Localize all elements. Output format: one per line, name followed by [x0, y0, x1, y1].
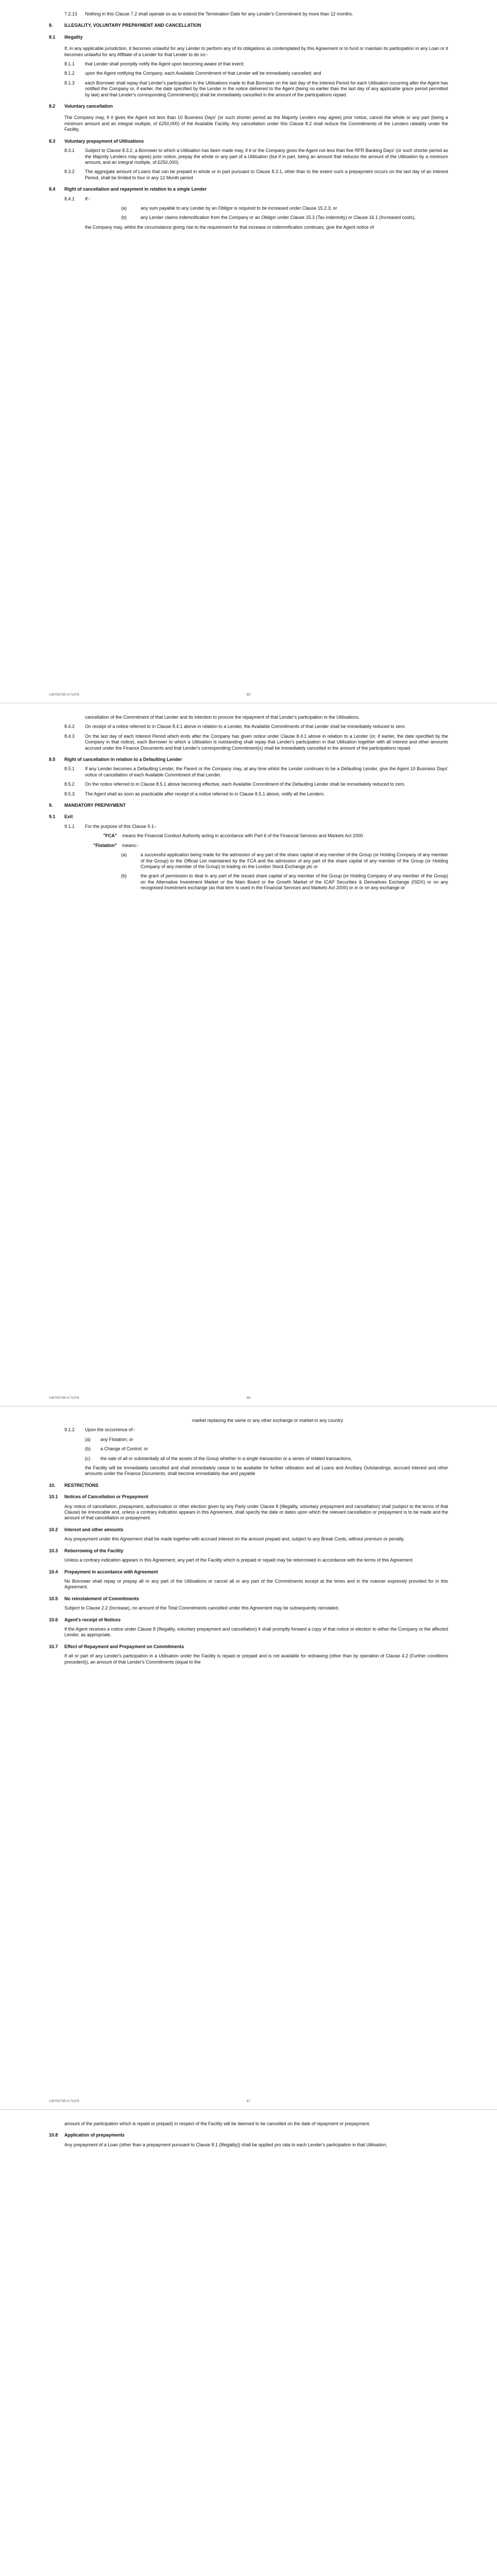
definition-fca [85, 833, 448, 839]
clause-10-2-text: Any prepayment under this Agreement shall be made together with accrued interest on the amount prepaid and, subject to any Break Costs, without premium or penalty. [64, 1536, 405, 1542]
flotation-limb-b-continued: market replacing the same or any other exchange or market in any country [192, 1418, 344, 1423]
clause-number: 7.2.13 [64, 11, 77, 16]
clause-title: No reinstatement of Commitments [64, 1596, 139, 1601]
clause-8-1-3 [64, 80, 448, 98]
definition-term: "FCA" [103, 833, 117, 839]
clause-text: On the last day of each Interest Period which ends after the Company has given notice under Clause 8.4.1 above in relation to a Lender (or, if earlier, the date specified by the Company in that notice), each Borrower to which a Utilisation is outstanding shall repay that Lender's participation in that Utilisation together with all interest and other amounts accrued under the Finance Documents and that Lender's corresponding Commitment(s) shall be immediately cancelled in the amount of the participations repaid. [85, 733, 448, 751]
clause-number: (a) [121, 205, 127, 211]
clause-9-1-2-a [85, 1437, 448, 1443]
clause-10-4-heading [49, 1569, 448, 1575]
page-footer [49, 1396, 448, 1400]
clause-title: Voluntary cancellation [64, 104, 113, 109]
clause-10-1-text: Any notice of cancellation, prepayment, authorisation or other election given by any Party under Clause 8 (Illegality, voluntary prepayment and cancellation) shall (subject to the terms of that Clause) be irrevocable and, unless a contrary indication appears in this Agreement, shall specify the date or dates upon which the relevant cancellation or prepayment is to be made and the amount of that cancellation or prepayment. [64, 1503, 448, 1521]
clause-number: 8.4.3 [64, 733, 75, 739]
clause-title: Voluntary prepayment of Utilisations [64, 138, 144, 144]
document-page-4 [0, 2110, 497, 2576]
clause-text: a Change of Control; or [100, 1446, 148, 1452]
clause-number: 8.5.3 [64, 791, 75, 796]
clause-title: MANDATORY PREPAYMENT [64, 803, 126, 808]
clause-9-1-heading [49, 814, 448, 820]
clause-10-3-heading [49, 1548, 448, 1554]
clause-8-4-1-tail: the Company may, whilst the circumstance giving rise to the requirement for that increase or indemnification continues, give the Agent notice of [85, 224, 374, 230]
clause-text: any Lender claims indemnification from the Company or an Obligor under Clause 15.3 (Tax indemnity) or Clause 16.1 (Increased costs), [141, 215, 416, 221]
clause-number: 8.1.2 [64, 71, 75, 76]
clause-10-5-heading [49, 1596, 448, 1602]
clause-8-4-1-b [121, 215, 448, 221]
clause-number: (b) [121, 873, 127, 879]
clause-10-7-text: If all or part of any Lender's participation in a Utilisation under the Facility is repaid or prepaid and is not available for redrawing (other than by operation of Clause 4.2 (Further conditions precedent)), an amount of that Lender's Commitments (equal to the [64, 1653, 448, 1665]
clause-number: 8.1 [49, 34, 56, 40]
page-body [49, 1418, 448, 1665]
clause-text: For the purpose of this Clause 9.1:- [85, 823, 157, 829]
clause-10-7-heading [49, 1644, 448, 1650]
clause-title: Right of cancellation in relation to a Defaulting Lender [64, 757, 182, 762]
clause-number: (a) [121, 852, 127, 858]
clause-number: 8.5.2 [64, 782, 75, 787]
clause-title: RESTRICTIONS [64, 1482, 99, 1488]
clause-title: Interest and other amounts [64, 1527, 124, 1532]
clause-number: 10.3 [49, 1548, 58, 1553]
clause-text: each Borrower shall repay that Lender's participation in the Utilisations made to that Borrower on the last day of the Interest Period for each Utilisation occurring after the Agent has notified the Company or, if earlier, the date specified by the Lender in the notice delivered to the Agent (being no earlier than the last day of any applicable grace period permitted by law) and that Lender's corresponding Commitment(s) shall be immediately cancelled in the amount of the participations repaid. [85, 80, 448, 97]
clause-number: (a) [85, 1436, 91, 1442]
page-body [49, 715, 448, 891]
clause-number: 9.1.2 [64, 1427, 75, 1433]
clause-8-5-heading [49, 757, 448, 762]
clause-10-3-text: Unless a contrary indication appears in this Agreement, any part of the Facility which is prepaid or repaid may be reborrowed in accordance with the terms of this Agreement. [64, 1557, 414, 1563]
page-body [49, 2121, 448, 2148]
clause-10-6-heading [49, 1617, 448, 1623]
clause-title: Agent's receipt of Notices [64, 1617, 121, 1622]
clause-number: 10.2 [49, 1527, 58, 1532]
clause-text: upon the Agent notifying the Company, each Available Commitment of that Lender will be immediately cancelled; and [85, 71, 321, 76]
clause-text: The Agent shall as soon as practicable after receipt of a notice referred to in Clause 8.5.1 above, notify all the Lenders. [85, 791, 325, 796]
clause-number: 9.1.1 [64, 823, 75, 829]
clause-9-1-2-tail: the Facility will be immediately cancelled and shall immediately cease to be available for further utilisation and all Loans and Ancillary Outstandings, accrued interest and other amounts under the Finance Documents, shall become immediately due and payable [85, 1465, 448, 1477]
clause-10-8-heading [49, 2132, 448, 2138]
clause-title: Effect of Repayment and Prepayment on Commitments [64, 1643, 184, 1649]
clause-title: Exit [64, 814, 73, 820]
definition-text: means:- [122, 842, 139, 848]
clause-10-heading [49, 1483, 448, 1488]
clause-number: 8.4.2 [64, 724, 75, 730]
clause-title: Prepayment in accordance with Agreement [64, 1569, 158, 1574]
clause-8-5-1 [64, 766, 448, 778]
clause-text: a successful application being made for the admission of any part of the share capital of any member of the Group (or Holding Company of any member of the Group) to the Official List maintained by the FCA and the admission of any part of the share capital of any member of the Group (or Holding Company of any member of the Group) to trading on the London Stock Exchange plc or [141, 852, 448, 869]
doc-reference: 136763735-4-71376 [49, 1396, 79, 1400]
clause-number: 10. [49, 1482, 56, 1488]
clause-number: 10.5 [49, 1596, 58, 1601]
clause-title: Reborrowing of the Facility [64, 1548, 124, 1553]
clause-text: On the notice referred to in Clause 8.5.1 above becoming effective, each Available Commitment of the Defaulting Lender shall be immediately reduced to zero. [85, 782, 406, 787]
clause-number: 8.5 [49, 757, 56, 762]
clause-8-1-heading [49, 35, 448, 40]
document-page-2 [0, 703, 497, 1406]
clause-number: (c) [85, 1455, 91, 1461]
clause-8-3-2 [64, 169, 448, 181]
page-number: 67 [246, 2099, 251, 2103]
page-number: 65 [246, 693, 251, 697]
page-footer [49, 693, 448, 697]
clause-number: 10.1 [49, 1494, 58, 1500]
clause-8-heading [49, 23, 448, 28]
clause-8-2-text: The Company may, if it gives the Agent not less than 10 Business Days' (or such shorter period as the Majority Lenders may agree) prior notice, cancel the whole or any part (being a minimum amount and an integral multiple, of £250,000) of the Available Facility. Any cancellation under this Clause 8.2 shall reduce the Commitments of the Lenders rateably under the Facility. [64, 115, 448, 132]
definition-flotation [85, 843, 448, 849]
clause-8-4-1-continued: cancellation of the Commitment of that Lender and its intention to procure the repayment of that Lender's participation in the Utilisations. [85, 715, 360, 720]
clause-number: 8.3.2 [64, 169, 75, 175]
clause-text: If:- [85, 196, 91, 201]
clause-number: 8.3 [49, 138, 56, 144]
clause-8-4-2 [64, 724, 448, 730]
clause-title: Notices of Cancellation or Prepayment [64, 1494, 148, 1500]
clause-10-5-text: Subject to Clause 2.2 (Increase), no amount of the Total Commitments cancelled under this Agreement may be subsequently reinstated. [64, 1605, 339, 1611]
page-body [49, 11, 448, 230]
clause-number: 8. [49, 23, 53, 28]
clause-8-5-3 [64, 791, 448, 797]
clause-text: that Lender shall promptly notify the Agent upon becoming aware of that event; [85, 61, 245, 67]
clause-9-1-2-b [85, 1446, 448, 1452]
clause-text: On receipt of a notice referred to in Clause 8.4.1 above in relation to a Lender, the Available Commitments of that Lender shall be immediately reduced to zero. [85, 724, 406, 730]
clause-number: 10.6 [49, 1617, 58, 1622]
document-page-3 [0, 1406, 497, 2110]
clause-8-2-heading [49, 104, 448, 109]
flotation-limb-b [121, 873, 448, 891]
clause-title: Application of prepayments [64, 2132, 125, 2138]
clause-10-7-continued: amount of the participation which is repaid or prepaid) in respect of the Facility will be deemed to be cancelled on the date of repayment or prepayment. [64, 2121, 370, 2126]
clause-10-8-text: Any prepayment of a Loan (other than a prepayment pursuant to Clause 8.1 (Illegality)) shall be applied pro rata to each Lender's participation in that Utilisation. [64, 2142, 387, 2147]
flotation-limb-a [121, 852, 448, 870]
clause-8-4-1 [64, 196, 448, 202]
document-page-1 [0, 0, 497, 703]
clause-number: 8.3.1 [64, 148, 75, 154]
clause-8-4-3 [64, 734, 448, 751]
clause-9-1-2-c [85, 1456, 448, 1462]
clause-number: 8.2 [49, 104, 56, 109]
clause-number: 9.1 [49, 814, 56, 820]
clause-title: Illegality [64, 34, 83, 40]
clause-8-4-heading [49, 187, 448, 192]
clause-text: If any Lender becomes a Defaulting Lender, the Parent or the Company may, at any time whilst the Lender continues to be a Defaulting Lender, give the Agent 10 Business Days' notice of cancellation of each Available Commitment of that Lender. [85, 766, 448, 777]
clause-10-6-text: If the Agent receives a notice under Clause 8 (Illegality, voluntary prepayment and cancellation) it shall promptly forward a copy of that notice or election to either the Company or the affected Lender, as appropriate. [64, 1626, 448, 1638]
clause-text: Subject to Clause 8.3.2, a Borrower to which a Utilisation has been made may, if it or the Company gives the Agent not less than five RFR Banking Days' (or such shorter period as the Majority Lenders may agree) prior notice, prepay the whole or any part of a Utilisation (but if in part, being an amount that reduces the amount of the Utilisation by a minimum amount, and an integral multiple, of £250,000). [85, 148, 448, 165]
clause-number: 8.5.1 [64, 766, 75, 772]
clause-title: Right of cancellation and repayment in relation to a single Lender [64, 187, 207, 192]
clause-number: 8.4 [49, 187, 56, 192]
clause-8-3-1 [64, 148, 448, 165]
clause-text: any Flotation; or [100, 1436, 133, 1442]
clause-number: 8.1.1 [64, 61, 75, 67]
doc-reference: 136763735-4-71376 [49, 2099, 79, 2103]
clause-text: Upon the occurrence of:- [85, 1427, 135, 1433]
page-number: 66 [246, 1396, 251, 1400]
clause-8-4-1-a [121, 206, 448, 211]
clause-7-2-13 [64, 11, 448, 17]
clause-10-4-text: No Borrower shall repay or prepay all or any part of the Utilisations or cancel all or any part of the Commitments except at the times and in the manner expressly provided for in this Agreement. [64, 1578, 448, 1590]
clause-number: 10.4 [49, 1569, 58, 1574]
clause-number: 8.4.1 [64, 196, 75, 201]
page-footer [49, 2099, 448, 2103]
clause-8-3-heading [49, 139, 448, 144]
doc-reference: 136763735-4-71376 [49, 693, 79, 697]
clause-8-1-intro: If, in any applicable jurisdiction, it becomes unlawful for any Lender to perform any of its obligations as contemplated by this Agreement or to fund or maintain its participation in any Loan or it becomes unlawful for any Affiliate of a Lender for that Lender to do so:- [64, 46, 448, 57]
clause-number: 10.8 [49, 2132, 58, 2138]
clause-text: Nothing in this Clause 7.2 shall operate so as to extend the Termination Date for any Lender's Commitment by more than 12 months. [85, 11, 353, 16]
definition-term: "Flotation" [93, 842, 117, 848]
clause-9-1-2 [64, 1427, 448, 1433]
definition-text: means the Financial Conduct Authority acting in accordance with Part 6 of the Financial Services and Markets Act 2000 [122, 833, 363, 839]
clause-title: ILLEGALITY, VOLUNTARY PREPAYMENT AND CANCELLATION [64, 23, 201, 28]
clause-text: any sum payable to any Lender by an Obligor is required to be increased under Clause 15.2.3; or [141, 205, 337, 211]
clause-text: the grant of permission to deal in any part of the issued share capital of any member of the Group (or Holding Company of any member of the Group) on the Alternative Investment Market or the Main Board or the Growth Market of the ICAP Securities & Derivatives Exchange (ISDX) or on any recognised investment exchange (as that term is used in the Financial Services and Markets Act 2000) or in or on any exchange or [141, 873, 448, 891]
clause-number: 10.7 [49, 1643, 58, 1649]
clause-9-heading [49, 803, 448, 808]
clause-10-1-heading [49, 1494, 448, 1500]
clause-text: The aggregate amount of Loans that can be prepaid in whole or in part pursuant to Clause 8.3.1, other than to the extent such a prepayment occurs on the last day of an Interest Period, shall be limited to four in any 12 Month period [85, 169, 448, 180]
clause-10-2-heading [49, 1527, 448, 1533]
clause-number: (b) [121, 215, 127, 221]
clause-number: 8.1.3 [64, 80, 75, 86]
clause-number: (b) [85, 1446, 91, 1452]
clause-number: 9. [49, 803, 53, 808]
clause-text: the sale of all or substantially all of the assets of the Group whether in a single transaction or a series of related transactions, [100, 1455, 352, 1461]
clause-8-5-2 [64, 782, 448, 787]
clause-8-1-2 [64, 71, 448, 76]
clause-9-1-1 [64, 824, 448, 829]
clause-8-1-1 [64, 61, 448, 67]
